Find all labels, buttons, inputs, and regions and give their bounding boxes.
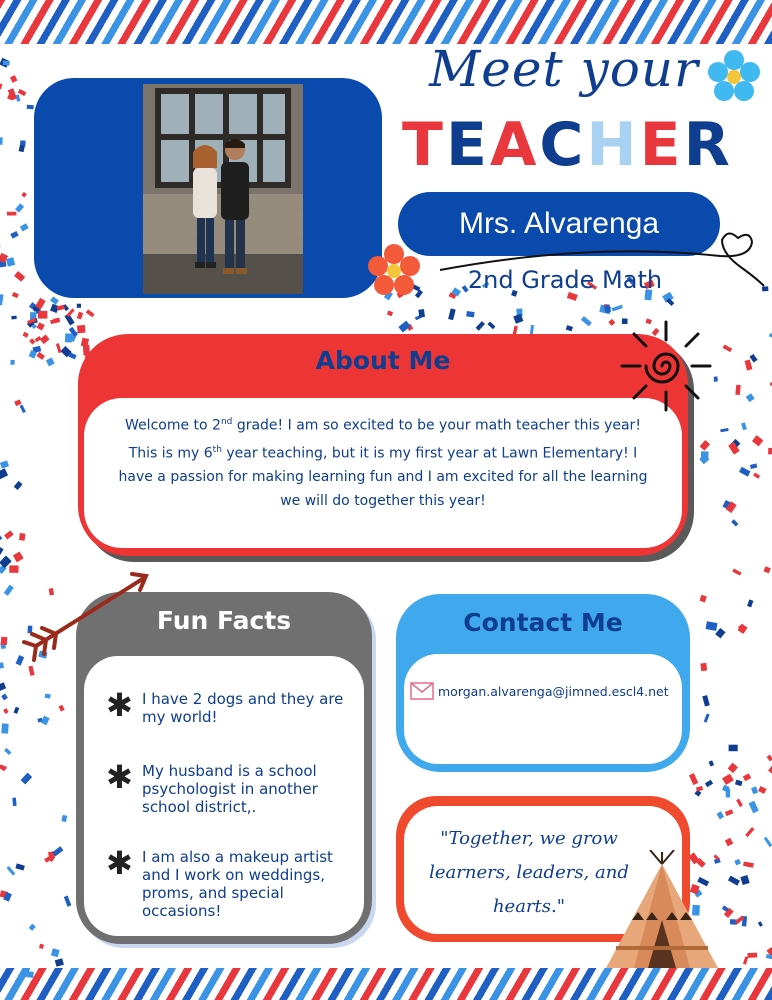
confetti-piece bbox=[0, 460, 9, 468]
contact-me-heading: Contact Me bbox=[463, 608, 623, 637]
fun-fact-text: My husband is a school psychologist in another school district,. bbox=[142, 762, 318, 816]
confetti-piece bbox=[10, 75, 17, 83]
confetti-piece bbox=[753, 473, 760, 479]
confetti-piece bbox=[700, 663, 707, 671]
confetti-piece bbox=[50, 296, 59, 304]
confetti-piece bbox=[4, 585, 14, 596]
confetti-piece bbox=[58, 705, 64, 712]
confetti-piece bbox=[46, 358, 55, 367]
confetti-piece bbox=[750, 463, 758, 469]
confetti-piece bbox=[746, 393, 755, 402]
confetti-piece bbox=[448, 308, 456, 320]
confetti-piece bbox=[45, 694, 51, 699]
confetti-piece bbox=[0, 546, 4, 556]
confetti-piece bbox=[735, 385, 741, 395]
confetti-piece bbox=[1, 694, 8, 701]
confetti-piece bbox=[14, 399, 21, 406]
confetti-piece bbox=[749, 354, 757, 363]
confetti-piece bbox=[0, 662, 4, 669]
title-letter: A bbox=[489, 110, 540, 180]
fun-facts-heading: Fun Facts bbox=[156, 606, 292, 635]
confetti-piece bbox=[608, 319, 615, 326]
confetti-piece bbox=[735, 780, 743, 787]
confetti-piece bbox=[51, 948, 60, 957]
fun-fact-item bbox=[106, 844, 356, 920]
confetti-piece bbox=[704, 714, 710, 723]
confetti-piece bbox=[36, 352, 45, 360]
about-text-segment: grade! I am so excited to be your math teacher this year! This is my 6 bbox=[128, 417, 641, 462]
quote-text: "Together, we grow learners, leaders, and hearts." bbox=[429, 828, 629, 917]
confetti-piece bbox=[709, 760, 715, 766]
confetti-piece bbox=[743, 862, 754, 868]
confetti-piece bbox=[714, 377, 718, 382]
confetti-piece bbox=[612, 305, 623, 312]
about-me-heading: About Me bbox=[315, 346, 451, 375]
confetti-piece bbox=[728, 763, 738, 773]
title-letter: E bbox=[445, 110, 490, 180]
confetti-piece bbox=[476, 321, 485, 331]
confetti-piece bbox=[702, 695, 710, 706]
confetti-piece bbox=[715, 628, 725, 638]
envelope-icon bbox=[410, 682, 434, 700]
flower-icon bbox=[706, 48, 762, 104]
about-text-segment: Welcome to 2 bbox=[125, 417, 221, 434]
confetti-piece bbox=[752, 435, 763, 446]
confetti-piece bbox=[56, 343, 62, 353]
arrow-icon bbox=[16, 566, 156, 666]
about-me-body bbox=[84, 398, 682, 548]
confetti-piece bbox=[18, 89, 27, 96]
confetti-piece bbox=[729, 745, 738, 752]
confetti-piece bbox=[700, 440, 711, 451]
confetti-piece bbox=[29, 338, 35, 344]
confetti-piece bbox=[749, 801, 759, 813]
confetti-piece bbox=[1, 637, 8, 645]
confetti-piece bbox=[689, 773, 698, 785]
confetti-piece bbox=[0, 468, 8, 479]
confetti-piece bbox=[4, 748, 11, 755]
confetti-piece bbox=[726, 789, 730, 798]
confetti-piece bbox=[4, 530, 14, 539]
flower-icon bbox=[366, 242, 422, 298]
fun-facts-body bbox=[84, 656, 364, 936]
confetti-piece bbox=[706, 621, 718, 631]
confetti-piece bbox=[747, 953, 757, 958]
confetti-piece bbox=[0, 534, 2, 543]
title-letter: C bbox=[539, 110, 587, 180]
confetti-piece bbox=[29, 924, 36, 931]
confetti-piece bbox=[722, 774, 734, 785]
confetti-piece bbox=[86, 309, 95, 317]
confetti-piece bbox=[11, 316, 17, 320]
confetti-piece bbox=[768, 448, 772, 455]
contact-me-card bbox=[396, 594, 690, 772]
confetti-piece bbox=[21, 192, 27, 198]
confetti-piece bbox=[736, 799, 743, 807]
confetti-piece bbox=[77, 312, 83, 320]
email-row[interactable] bbox=[410, 682, 669, 700]
confetti-piece bbox=[1, 723, 8, 733]
about-me-text bbox=[118, 410, 648, 513]
grade-subject: 2nd Grade Math bbox=[467, 266, 663, 294]
title-letter: T bbox=[402, 110, 446, 180]
confetti-piece bbox=[758, 786, 767, 794]
confetti-piece bbox=[40, 335, 50, 345]
confetti-piece bbox=[731, 519, 738, 526]
confetti-piece bbox=[741, 422, 747, 430]
confetti-piece bbox=[14, 707, 20, 714]
confetti-piece bbox=[418, 309, 425, 317]
confetti-piece bbox=[20, 405, 26, 413]
confetti-piece bbox=[23, 332, 29, 338]
title-letter: H bbox=[586, 110, 640, 180]
confetti-piece bbox=[732, 569, 741, 576]
confetti-piece bbox=[53, 318, 60, 324]
confetti-piece bbox=[758, 921, 763, 927]
confetti-piece bbox=[7, 866, 16, 876]
confetti-piece bbox=[64, 896, 72, 907]
confetti-piece bbox=[720, 428, 728, 432]
confetti-piece bbox=[15, 863, 24, 870]
teepee-icon bbox=[600, 850, 724, 972]
confetti-piece bbox=[10, 231, 18, 239]
confetti-piece bbox=[763, 566, 770, 573]
title-meet-your: Meet your bbox=[429, 40, 699, 98]
confetti-piece bbox=[6, 257, 15, 266]
confetti-piece bbox=[12, 798, 16, 807]
asterisk-icon: ✱ bbox=[106, 844, 133, 882]
confetti-piece bbox=[27, 105, 34, 110]
title-letter: E bbox=[639, 110, 684, 180]
confetti-piece bbox=[725, 838, 733, 847]
title-letter: R bbox=[683, 110, 733, 180]
about-me-card bbox=[78, 334, 688, 556]
confetti-piece bbox=[743, 773, 752, 781]
confetti-piece bbox=[387, 311, 393, 317]
fun-fact-text: I am also a makeup artist and I work on weddings, proms, and special occasions! bbox=[142, 848, 333, 920]
fun-fact-item bbox=[106, 686, 356, 726]
about-text-superscript: th bbox=[212, 444, 222, 455]
confetti-piece bbox=[581, 316, 592, 326]
confetti-piece bbox=[19, 533, 25, 541]
confetti-piece bbox=[77, 304, 81, 308]
about-text-segment: year teaching, but it is my first year at Lawn Elementary! I have a passion for making learning fun and I am excited for all the learning we will do together this year! bbox=[118, 445, 648, 510]
confetti-piece bbox=[739, 467, 751, 477]
confetti-piece bbox=[7, 212, 17, 216]
sun-swirl-icon bbox=[618, 318, 714, 414]
confetti-piece bbox=[734, 859, 741, 865]
confetti-piece bbox=[12, 292, 19, 298]
confetti-piece bbox=[14, 271, 25, 282]
confetti-piece bbox=[10, 360, 14, 365]
confetti-piece bbox=[747, 599, 753, 607]
confetti-piece bbox=[743, 956, 748, 964]
confetti-piece bbox=[23, 971, 34, 979]
confetti-piece bbox=[39, 944, 44, 949]
fun-fact-item bbox=[106, 758, 356, 816]
confetti-piece bbox=[398, 321, 410, 333]
confetti-piece bbox=[28, 666, 34, 676]
confetti-piece bbox=[751, 786, 758, 794]
confetti-piece bbox=[13, 552, 24, 563]
confetti-piece bbox=[77, 325, 86, 333]
confetti-piece bbox=[740, 875, 749, 885]
about-text-superscript: nd bbox=[220, 417, 233, 427]
confetti-piece bbox=[15, 203, 24, 212]
confetti-piece bbox=[738, 624, 748, 634]
confetti-piece bbox=[487, 322, 495, 330]
confetti-piece bbox=[466, 311, 474, 317]
confetti-piece bbox=[767, 755, 772, 762]
asterisk-icon: ✱ bbox=[106, 686, 133, 724]
confetti-piece bbox=[696, 786, 703, 792]
confetti-piece bbox=[725, 809, 734, 816]
confetti-piece bbox=[0, 83, 3, 89]
confetti-piece bbox=[38, 311, 48, 319]
contact-me-body bbox=[404, 654, 682, 764]
confetti-piece bbox=[0, 294, 4, 305]
confetti-piece bbox=[19, 145, 25, 152]
confetti-piece bbox=[566, 325, 573, 331]
confetti-piece bbox=[764, 837, 772, 847]
confetti-piece bbox=[700, 595, 707, 603]
confetti-piece bbox=[3, 708, 9, 714]
confetti-piece bbox=[0, 682, 6, 691]
title-teacher bbox=[402, 110, 733, 180]
confetti-piece bbox=[41, 716, 50, 726]
confetti-piece bbox=[57, 305, 65, 311]
confetti-piece bbox=[20, 223, 29, 231]
confetti-piece bbox=[21, 773, 33, 785]
confetti-piece bbox=[744, 360, 752, 371]
confetti-piece bbox=[705, 780, 713, 787]
confetti-piece bbox=[14, 481, 23, 490]
asterisk-icon: ✱ bbox=[106, 758, 133, 796]
confetti-piece bbox=[768, 766, 772, 776]
confetti-piece bbox=[701, 451, 709, 458]
confetti-piece bbox=[55, 958, 64, 967]
email-link[interactable]: morgan.alvarenga@jimned.escl4.net bbox=[438, 683, 669, 699]
fun-fact-text: I have 2 dogs and they are my world! bbox=[142, 690, 344, 726]
confetti-piece bbox=[61, 815, 67, 822]
confetti-piece bbox=[745, 827, 754, 837]
confetti-piece bbox=[0, 137, 3, 144]
confetti-piece bbox=[36, 322, 44, 330]
teacher-name-pill: Mrs. Alvarenga bbox=[398, 192, 720, 256]
confetti-piece bbox=[728, 876, 740, 886]
teacher-photo bbox=[143, 84, 303, 294]
confetti-piece bbox=[717, 811, 725, 819]
confetti-piece bbox=[723, 345, 733, 353]
